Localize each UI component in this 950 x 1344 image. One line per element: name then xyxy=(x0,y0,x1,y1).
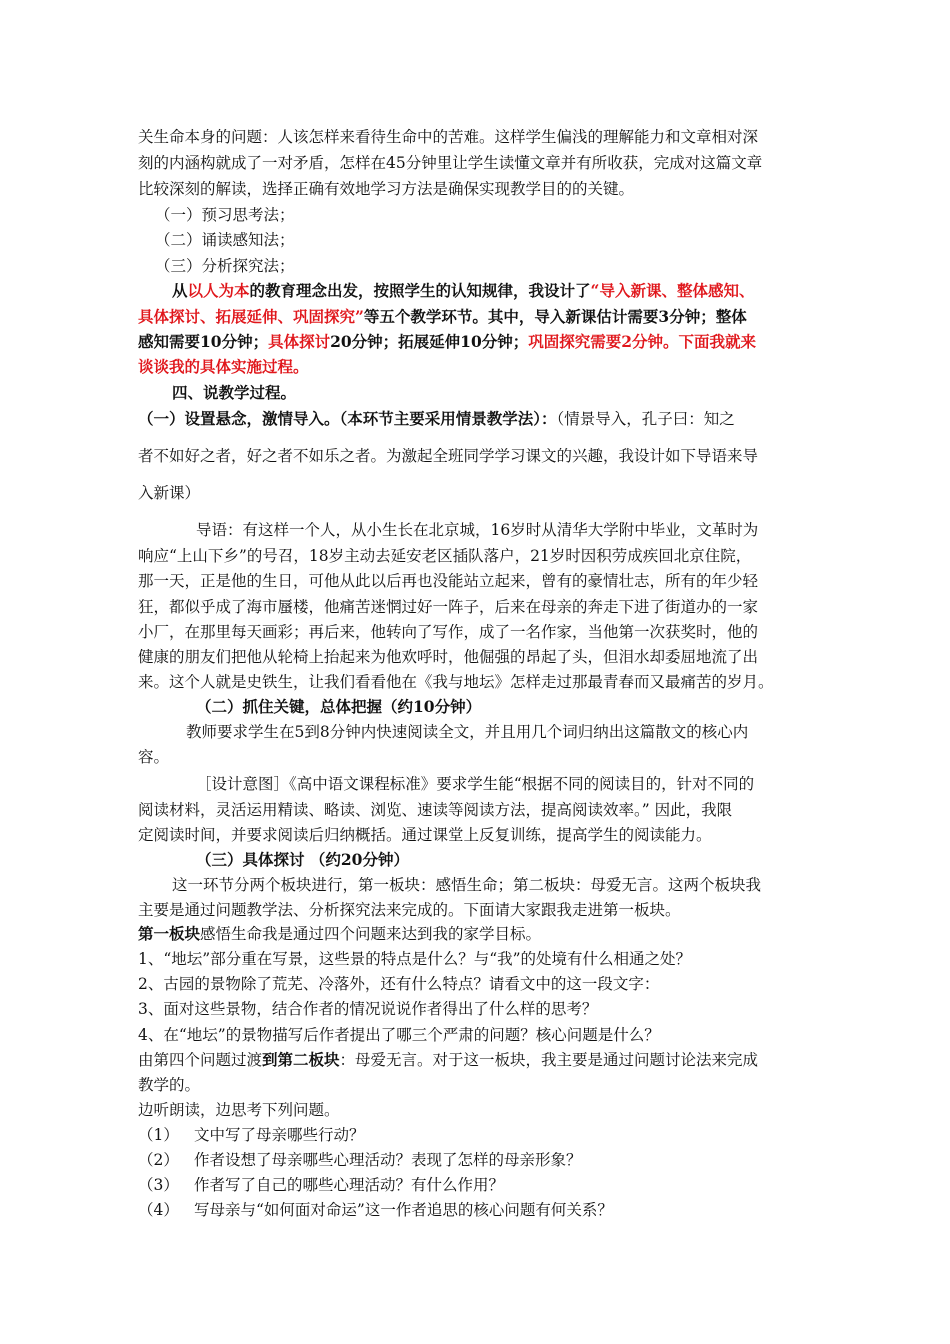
design-intent-line: 阅读材料，灵活运用精读、略读、浏览、速读等阅读方法，提高阅读效率。” 因此，我限 xyxy=(138,801,733,819)
highlight-text: 以人为本 xyxy=(187,281,250,300)
paragraph-line: 比较深刻的解读，选择正确有效地学习方法是确保实现教学目的的关键。 xyxy=(138,180,635,198)
section-heading: 四、说教学过程。 xyxy=(172,383,297,402)
highlight-text: 具体探讨 xyxy=(268,332,331,351)
design-intent-line: ［设计意图］《高中语文课程标准》要求学生能“根据不同的阅读目的，针对不同的 xyxy=(196,775,755,793)
text-run: ：母爱无言。对于这一板块，我主要是通过问题讨论法来完成 xyxy=(339,1051,759,1069)
transition-line xyxy=(138,1050,758,1070)
sub-question-text: 文中写了母亲哪些行动？ xyxy=(194,1126,365,1144)
paragraph-line: 者不如好之者，好之者不如乐之者。为激起全班同学学习课文的兴趣，我设计如下导语来导 xyxy=(138,447,759,465)
paragraph-line: 刻的内涵构就成了一对矛盾，怎样在45分钟里让学生读懂文章并有所收获，完成对这篇文章 xyxy=(138,154,763,172)
intro-line: 导语：有这样一个人，从小生长在北京城，16岁时从清华大学附中毕业，文革时为 xyxy=(196,521,759,539)
sub-question-text: 写母亲与“如何面对命运”这一作者追思的核心问题有何关系？ xyxy=(194,1201,613,1219)
paragraph-line: 边听朗读，边思考下列问题。 xyxy=(138,1101,340,1119)
subsection-title: （二）抓住关键，总体把握（约10分钟） xyxy=(196,697,482,716)
sub-question-number: （3） xyxy=(138,1176,179,1194)
highlight-text: 具体探讨、拓展延伸、巩固探究” xyxy=(138,307,364,326)
intro-line: 响应“上山下乡”的号召，18岁主动去延安老区插队落户，21岁时因积劳成疾回北京住院， xyxy=(138,547,752,565)
question-item: 1、“地坛”部分重在写景，这些景的特点是什么？与“我”的处境有什么相通之处？ xyxy=(138,950,692,968)
paragraph-line: 关生命本身的问题：人该怎样来看待生命中的苦难。这样学生偏浅的理解能力和文章相对深 xyxy=(138,128,759,146)
intro-line: 小厂，在那里每天画彩；再后来，他转向了写作，成了一名作家，当他第一次获奖时，他的 xyxy=(138,623,759,641)
intro-line: 健康的朋友们把他从轮椅上抬起来为他欢呼时，他倔强的昂起了头，但泪水却委屈地流了出 xyxy=(138,648,759,666)
text-run: 的教育理念出发，按照学生的认知规律，我设计了 xyxy=(249,281,591,300)
design-paragraph-line xyxy=(172,281,754,301)
sub-question-number: （2） xyxy=(138,1151,179,1169)
question-item: 2、古园的景物除了荒芜、冷落外，还有什么特点？请看文中的这一段文字： xyxy=(138,975,660,993)
text-run: 由第四个问题过渡 xyxy=(138,1051,263,1069)
design-paragraph-line xyxy=(138,332,756,352)
paragraph-line: 这一环节分两个板块进行，第一板块：感悟生命；第二板块：母爱无言。这两个板块我 xyxy=(172,876,762,894)
text-run: 感知需要10分钟； xyxy=(138,332,269,351)
sub-question-item xyxy=(138,1200,613,1220)
sub-question-text: 作者设想了母亲哪些心理活动？表现了怎样的母亲形象？ xyxy=(194,1151,582,1169)
subsection-title: （三）具体探讨 （约20分钟） xyxy=(196,850,409,869)
intro-line: 那一天，正是他的生日，可他从此以后再也没能站立起来，曾有的豪情壮志，所有的年少轻 xyxy=(138,572,759,590)
block-intro-line xyxy=(138,924,541,944)
subsection-heading xyxy=(138,409,735,429)
highlight-text: “导入新课、整体感知、 xyxy=(590,281,755,300)
method-item: （二）诵读感知法； xyxy=(155,231,295,249)
sub-question-number: （1） xyxy=(138,1126,179,1144)
sub-question-item xyxy=(138,1175,504,1195)
sub-question-item xyxy=(138,1150,582,1170)
subsection-title: （一）设置悬念，激情导入。（本环节主要采用情景教学法）： xyxy=(138,409,557,428)
paragraph-line: 容。 xyxy=(138,748,170,766)
intro-line: 狂，都似乎成了海市蜃楼，他痛苦迷惘过好一阵子，后来在母亲的奔走下进了街道办的一家 xyxy=(138,598,759,616)
method-item: （一）预习思考法； xyxy=(155,206,295,224)
question-item: 3、面对这些景物，结合作者的情况说说作者得出了什么样的思考？ xyxy=(138,1000,598,1018)
paragraph-line: 入新课） xyxy=(138,484,201,502)
text-run: 感悟生命我是通过四个问题来达到我的家学目标。 xyxy=(200,925,542,943)
text-run: 等五个教学环节。其中，导入新课估计需要3分钟；整体 xyxy=(363,307,747,326)
text-run: （情景导入，孔子曰：知之 xyxy=(556,410,735,428)
sub-question-number: （4） xyxy=(138,1201,179,1219)
paragraph-line: 教学的。 xyxy=(138,1076,201,1094)
paragraph-line: 主要是通过问题教学法、分析探究法来完成的。下面请大家跟我走进第一板块。 xyxy=(138,901,681,919)
method-item: （三）分析探究法； xyxy=(155,257,295,275)
design-intent-line: 定阅读时间，并要求阅读后归纳概括。通过课堂上反复训练，提高学生的阅读能力。 xyxy=(138,826,712,844)
intro-line: 来。这个人就是史铁生，让我们看看他在《我与地坛》怎样走过那最青春而又最痛苦的岁月。 xyxy=(138,673,774,691)
design-paragraph-line: 谈谈我的具体实施过程。 xyxy=(138,357,309,376)
sub-question-item xyxy=(138,1125,365,1145)
block-label: 第一板块 xyxy=(138,924,201,943)
question-item: 4、在“地坛”的景物描写后作者提出了哪三个严肃的问题？核心问题是什么？ xyxy=(138,1026,660,1044)
text-run: 从 xyxy=(172,281,188,300)
design-paragraph-line xyxy=(138,307,747,327)
highlight-text: 巩固探究需要2分钟。下面我就来 xyxy=(528,332,757,351)
block-label: 到第二板块 xyxy=(262,1050,340,1069)
text-run: 20分钟；拓展延伸10分钟； xyxy=(330,332,529,351)
paragraph-line: 教师要求学生在5到8分钟内快速阅读全文，并且用几个词归纳出这篇散文的核心内 xyxy=(186,723,749,741)
sub-question-text: 作者写了自己的哪些心理活动？有什么作用？ xyxy=(194,1176,505,1194)
